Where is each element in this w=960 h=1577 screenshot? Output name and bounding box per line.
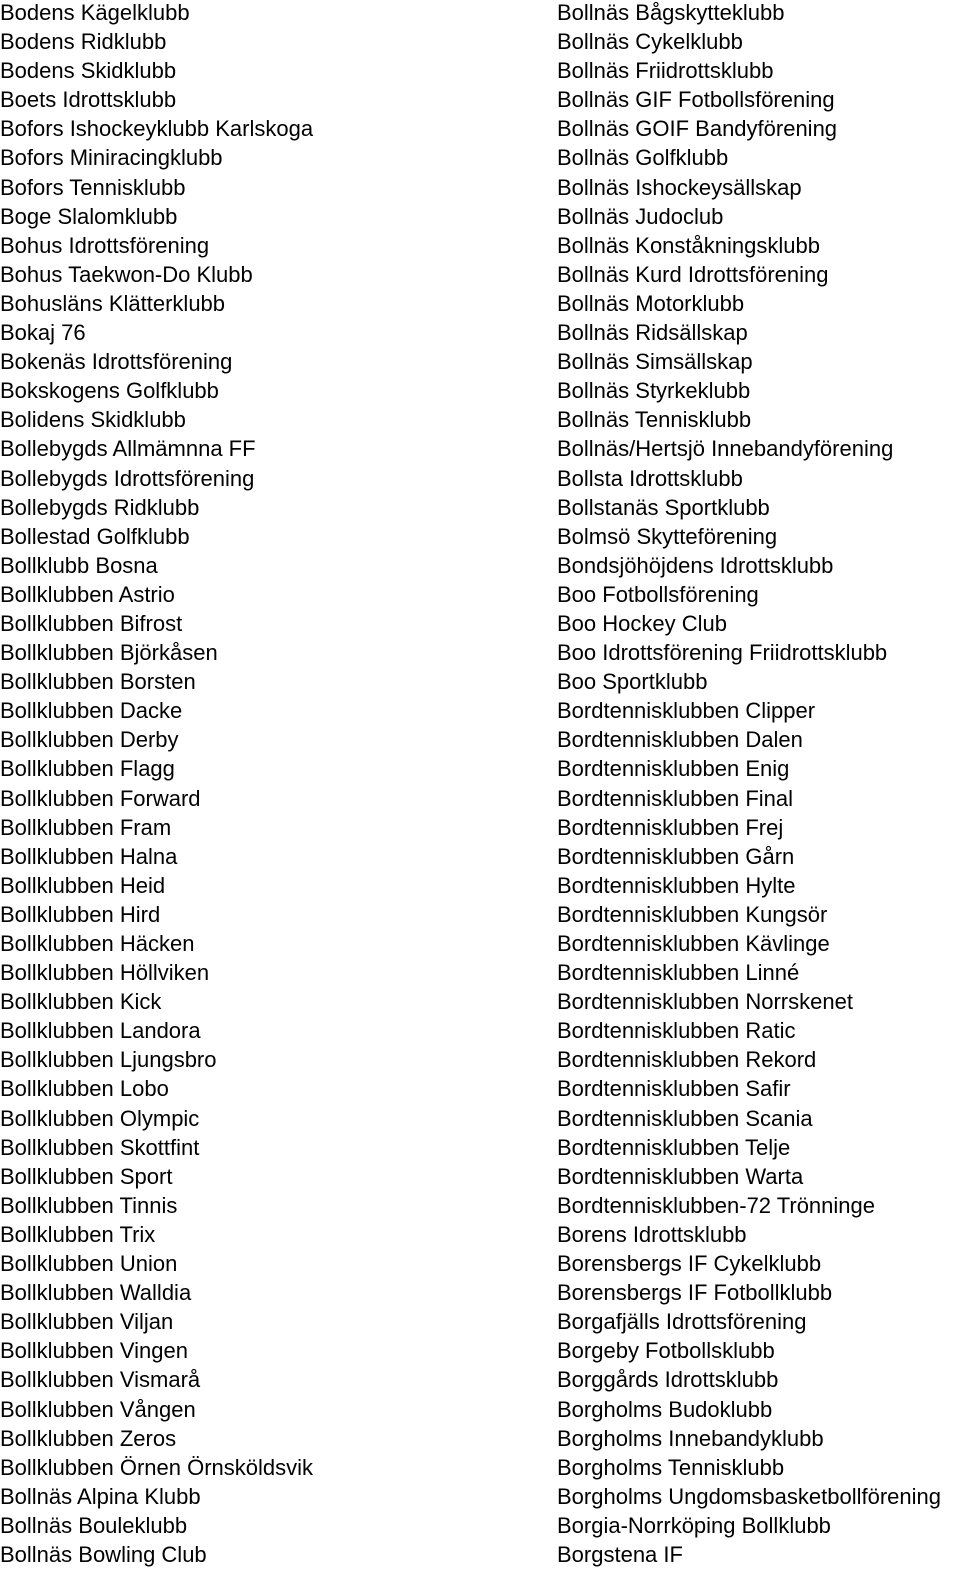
club-name-item: Bollnäs Cykelklubb	[557, 29, 743, 55]
club-name-item: Borgia-Norrköping Bollklubb	[557, 1512, 831, 1538]
club-name-item: Bollklubben Vingen	[0, 1338, 188, 1364]
club-name-item: Bollklubben Viljan	[0, 1309, 174, 1335]
club-name-item: Borgstena IF	[557, 1541, 683, 1567]
club-name-item: Bordtennisklubben Hylte	[557, 872, 796, 898]
club-name-item: Boo Fotbollsförening	[557, 581, 759, 607]
club-name-item: Boge Slalomklubb	[0, 203, 178, 229]
club-name-item: Bordtennisklubben Ratic	[557, 1018, 796, 1044]
club-name-item: Bordtennisklubben Warta	[557, 1163, 804, 1189]
club-name-item: Bordtennisklubben Telje	[557, 1134, 791, 1160]
club-name-item: Bollklubben Flagg	[0, 756, 175, 782]
club-name-item: Bodens Ridklubb	[0, 29, 167, 55]
club-name-item: Bolmsö Skytteförening	[557, 523, 778, 549]
club-name-item: Bollklubben Hird	[0, 901, 161, 927]
club-name-item: Bollklubben Häcken	[0, 931, 195, 956]
club-name-item: Bollnäs Kurd Idrottsförening	[557, 261, 829, 287]
club-name-item: Borgeby Fotbollsklubb	[557, 1338, 775, 1364]
club-name-item: Bollklubb Bosna	[0, 552, 158, 578]
club-name-item: Bofors Tennisklubb	[0, 174, 186, 200]
club-name-item: Borgholms Ungdomsbasketbollförening	[557, 1483, 941, 1509]
club-name-item: Bollnäs Bouleklubb	[0, 1512, 188, 1538]
club-name-item: Bohus Taekwon-Do Klubb	[0, 261, 253, 287]
club-name-item: Borensbergs IF Cykelklubb	[557, 1251, 822, 1277]
club-name-item: Bordtennisklubben Frej	[557, 814, 784, 840]
club-name-item: Bollnäs Ridsällskap	[557, 320, 748, 346]
club-name-item: Bordtennisklubben Scania	[557, 1105, 813, 1131]
club-name-item: Bordtennisklubben Kungsör	[557, 901, 828, 927]
club-name-item: Bollklubben Skottfint	[0, 1134, 200, 1160]
club-name-item: Borggårds Idrottsklubb	[557, 1367, 779, 1393]
club-name-item: Borensbergs IF Fotbollklubb	[557, 1280, 833, 1306]
club-name-item: Bollnäs Tennisklubb	[557, 407, 752, 433]
club-name-item: Bollnäs Bowling Club	[0, 1541, 207, 1567]
club-name-item: Bollestad Golfklubb	[0, 523, 190, 549]
club-name-item: Bordtennisklubben-72 Trönninge	[557, 1192, 876, 1218]
club-name-item: Bollklubben Lobo	[0, 1076, 169, 1102]
club-name-item: Bokskogens Golfklubb	[0, 378, 219, 404]
club-name-item: Bordtennisklubben Final	[557, 785, 794, 811]
club-name-item: Bollklubben Union	[0, 1251, 178, 1277]
club-name-item: Boo Sportklubb	[557, 669, 708, 695]
club-name-item: Bollnäs GIF Fotbollsförening	[557, 87, 835, 113]
club-name-item: Bodens Kägelklubb	[0, 0, 190, 25]
club-name-item: Bofors Miniracingklubb	[0, 145, 223, 171]
club-name-item: Bondsjöhöjdens Idrottsklubb	[557, 552, 834, 578]
club-name-item: Bollklubben Höllviken	[0, 960, 210, 986]
club-name-item: Bollnäs Ishockeysällskap	[557, 174, 802, 200]
club-name-item: Bordtennisklubben Clipper	[557, 698, 816, 724]
club-name-item: Borgholms Tennisklubb	[557, 1454, 785, 1480]
club-name-item: Bordtennisklubben Gårn	[557, 843, 795, 869]
club-name-item: Bodens Skidklubb	[0, 58, 177, 84]
club-name-item: Borgholms Innebandyklubb	[557, 1425, 824, 1451]
club-name-item: Bollklubben Walldia	[0, 1280, 192, 1306]
club-name-item: Bollklubben Borsten	[0, 669, 196, 695]
club-name-item: Bollklubben Ljungsbro	[0, 1047, 217, 1073]
club-name-item: Bollnäs Konståkningsklubb	[557, 232, 820, 258]
club-name-item: Bollnäs Judoclub	[557, 203, 724, 229]
club-name-item: Bollsta Idrottsklubb	[557, 465, 743, 491]
club-name-item: Bokenäs Idrottsförening	[0, 349, 233, 375]
club-name-item: Bollnäs Bågskytteklubb	[557, 0, 785, 25]
club-name-item: Borens Idrottsklubb	[557, 1221, 747, 1247]
club-name-item: Bollstanäs Sportklubb	[557, 494, 770, 520]
club-name-item: Bordtennisklubben Safir	[557, 1076, 791, 1102]
club-name-item: Bolidens Skidklubb	[0, 407, 186, 433]
club-name-item: Boets Idrottsklubb	[0, 87, 177, 113]
club-name-item: Bollnäs Motorklubb	[557, 290, 745, 316]
club-name-item: Bollklubben Astrio	[0, 581, 175, 607]
club-name-item: Bollnäs Friidrottsklubb	[557, 58, 774, 84]
club-name-item: Bordtennisklubben Enig	[557, 756, 790, 782]
club-name-item: Bollklubben Björkåsen	[0, 640, 218, 666]
club-name-item: Bollklubben Olympic	[0, 1105, 200, 1131]
club-name-item: Bollklubben Dacke	[0, 698, 183, 724]
club-name-item: Bollklubben Örnen Örnsköldsvik	[0, 1454, 314, 1480]
club-name-item: Bollklubben Vismarå	[0, 1367, 201, 1393]
club-name-item: Bollnäs Styrkeklubb	[557, 378, 751, 404]
club-name-item: Bordtennisklubben Norrskenet	[557, 989, 853, 1015]
club-name-item: Bollebygds Ridklubb	[0, 494, 200, 520]
club-name-item: Bollklubben Landora	[0, 1018, 201, 1044]
club-name-item: Bollklubben Vången	[0, 1396, 196, 1422]
club-name-item: Boo Idrottsförening Friidrottsklubb	[557, 640, 888, 666]
club-name-item: Bollklubben Zeros	[0, 1425, 177, 1451]
club-name-item: Borgholms Budoklubb	[557, 1396, 773, 1422]
club-name-item: Boo Hockey Club	[557, 610, 727, 636]
club-name-item: Bollklubben Tinnis	[0, 1192, 178, 1218]
club-name-item: Bohus Idrottsförening	[0, 232, 210, 258]
club-name-item: Bordtennisklubben Dalen	[557, 727, 803, 753]
club-name-item: Bollnäs GOIF Bandyförening	[557, 116, 838, 142]
club-name-item: Bollklubben Kick	[0, 989, 162, 1015]
club-name-item: Bollklubben Bifrost	[0, 610, 183, 636]
club-name-item: Bordtennisklubben Kävlinge	[557, 931, 830, 956]
club-list-right-column	[557, 0, 960, 1569]
club-name-item: Bohusläns Klätterklubb	[0, 290, 226, 316]
club-name-item: Bollklubben Sport	[0, 1163, 173, 1189]
club-name-item: Bollklubben Forward	[0, 785, 201, 811]
club-name-item: Bollklubben Halna	[0, 843, 178, 869]
club-name-item: Bollnäs Simsällskap	[557, 349, 753, 375]
club-name-item: Borgafjälls Idrottsförening	[557, 1309, 807, 1335]
club-name-item: Bollklubben Trix	[0, 1221, 156, 1247]
club-name-item: Bollnäs Golfklubb	[557, 145, 729, 171]
club-name-item: Bokaj 76	[0, 320, 86, 346]
club-name-item: Bollebygds Idrottsförening	[0, 465, 255, 491]
club-name-item: Bollklubben Derby	[0, 727, 179, 753]
club-name-item: Bollnäs/Hertsjö Innebandyförening	[557, 436, 894, 462]
club-name-item: Bollebygds Allmämnna FF	[0, 436, 256, 462]
club-name-item: Bollklubben Fram	[0, 814, 172, 840]
club-name-item: Bofors Ishockeyklubb Karlskoga	[0, 116, 314, 142]
club-name-item: Bordtennisklubben Rekord	[557, 1047, 817, 1073]
club-name-item: Bollnäs Alpina Klubb	[0, 1483, 201, 1509]
club-name-item: Bordtennisklubben Linné	[557, 960, 800, 986]
club-name-item: Bollklubben Heid	[0, 872, 166, 898]
